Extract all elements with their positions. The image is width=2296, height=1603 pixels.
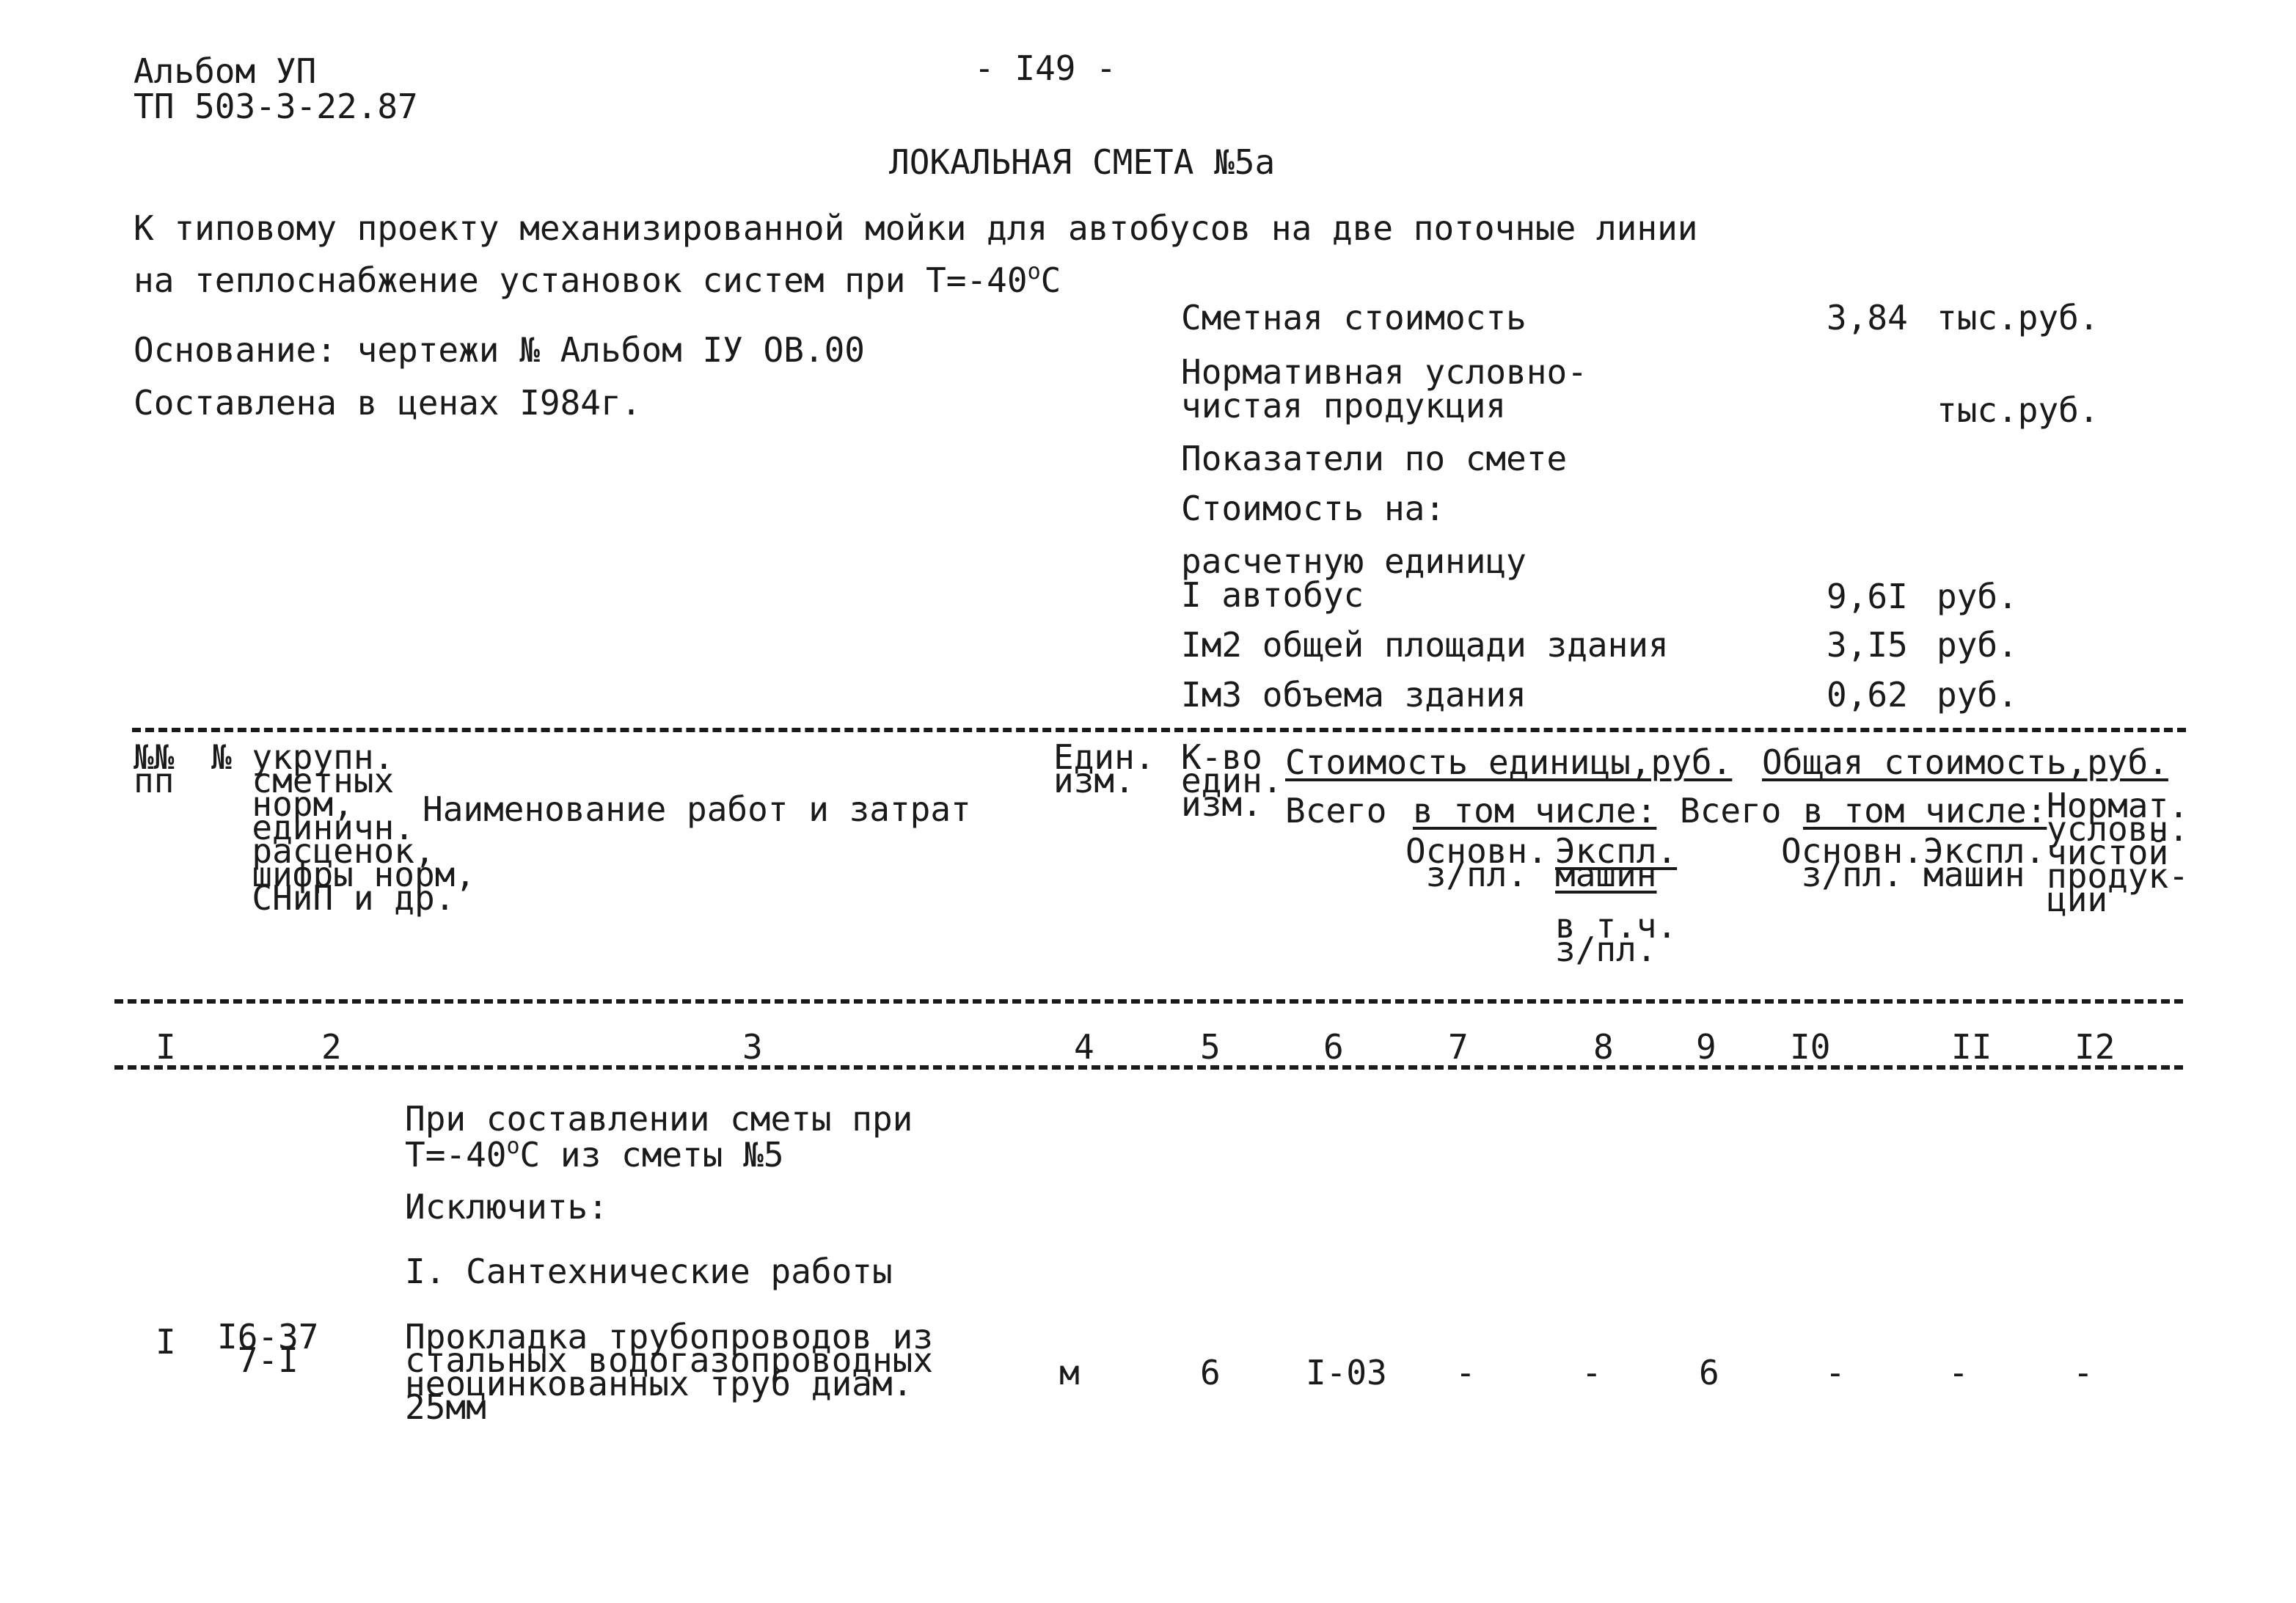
header-total-cost: Общая стоимость,руб.	[1762, 742, 2168, 782]
intro-note-temp: Т=-40	[405, 1135, 507, 1175]
column-number-7: 7	[1448, 1027, 1469, 1067]
project-code: ТП 503-3-22.87	[134, 87, 418, 126]
volume-label: Iм3 объема здания	[1181, 675, 1527, 715]
header-col-2: № укрупн. сметных норм, единичн. расценок, шифры норм, СНиП и др.	[211, 737, 476, 918]
column-number-2: 2	[321, 1027, 342, 1067]
area-unit: руб.	[1937, 625, 2018, 665]
row-norm-product: -	[2073, 1353, 2094, 1392]
column-number-6: 6	[1323, 1027, 1344, 1067]
header-col-5: К-во един. изм.	[1181, 737, 1283, 824]
row-unit-machine: -	[1582, 1353, 1602, 1392]
header-col-1: №№ пп	[134, 737, 175, 800]
header-col-11: Экспл. машин	[1923, 831, 2046, 894]
header-unit-cost: Стоимость единицы,руб.	[1285, 742, 1733, 782]
intro-note-source: С из сметы №5	[519, 1135, 784, 1175]
column-number-4: 4	[1074, 1027, 1094, 1067]
column-numbers-rule	[114, 1065, 2183, 1070]
row-code: I6-37 7-I	[217, 1317, 319, 1380]
header-col-4: Един. изм.	[1053, 737, 1155, 800]
header-col-12: Нормат. условн. чистой продук- ции	[2047, 786, 2189, 919]
header-col-10: Основн. з/пл.	[1781, 831, 1923, 894]
norm-product-label-2: чистая продукция	[1181, 386, 1507, 426]
norm-product-unit: тыс.руб.	[1937, 390, 2099, 430]
intro-line-2-text: на теплоснабжение установок систем при Т=-40	[134, 260, 1028, 300]
header-col-6: Всего	[1285, 791, 1387, 830]
column-number-5: 5	[1200, 1027, 1221, 1067]
intro-note-line-2	[405, 1133, 784, 1175]
row-unit: м	[1059, 1353, 1080, 1392]
header-col-7: Основн. з/пл.	[1405, 831, 1548, 894]
basis-line: Основание: чертежи № Альбом IУ ОВ.00	[134, 330, 865, 370]
column-number-11: II	[1951, 1027, 1992, 1067]
intro-note-line-1: При составлении сметы при	[405, 1099, 913, 1139]
section-title: I. Сантехнические работы	[405, 1252, 893, 1291]
bus-unit: руб.	[1937, 577, 2018, 616]
header-col-3: Наименование работ и затрат	[423, 789, 971, 829]
header-including-1: в том числе:	[1413, 791, 1657, 830]
header-including-2: в том числе:	[1803, 791, 2047, 830]
volume-value: 0,62	[1827, 675, 1908, 715]
row-quantity: 6	[1200, 1353, 1221, 1392]
column-number-8: 8	[1593, 1027, 1614, 1067]
intro-line-2-unit: С	[1040, 260, 1061, 300]
volume-unit: руб.	[1937, 675, 2018, 715]
prices-line: Составлена в ценах I984г.	[134, 383, 642, 423]
norm-product-label-1: Нормативная условно-	[1181, 352, 1587, 392]
bus-label: I автобус	[1181, 575, 1364, 615]
page-number: - I49 -	[974, 48, 1116, 88]
exclude-label: Исключить:	[405, 1187, 608, 1227]
estimate-cost-unit: тыс.руб.	[1937, 298, 2099, 337]
row-unit-total: I-03	[1306, 1353, 1387, 1392]
header-bottom-rule	[114, 999, 2183, 1004]
estimate-cost-label: Сметная стоимость	[1181, 298, 1527, 337]
intro-note-degree: o	[506, 1133, 520, 1159]
header-col-8-a: Экспл. машин	[1555, 831, 1678, 894]
column-number-1: I	[156, 1027, 176, 1067]
intro-line-1: К типовому проекту механизированной мойки для автобусов на две поточные линии	[134, 208, 1698, 248]
intro-line-2	[134, 259, 1061, 300]
album-label: Альбом УП	[134, 51, 317, 91]
row-unit-wage: -	[1455, 1353, 1476, 1392]
cost-per-label: Стоимость на:	[1181, 489, 1446, 528]
row-total-wage: -	[1825, 1353, 1846, 1392]
row-name: Прокладка трубопроводов из стальных водогазопроводных неоцинкованных труб диам. 25мм	[405, 1317, 934, 1427]
area-label: Iм2 общей площади здания	[1181, 625, 1669, 665]
column-number-3: 3	[742, 1027, 763, 1067]
row-number: I	[156, 1322, 176, 1362]
header-col-9: Всего	[1680, 791, 1782, 830]
degree-mark: o	[1027, 259, 1041, 285]
calc-unit-label: расчетную единицу	[1181, 541, 1527, 581]
header-col-8-b: в т.ч. з/пл.	[1555, 906, 1678, 969]
row-total-machine: -	[1948, 1353, 1969, 1392]
column-number-10: I0	[1790, 1027, 1831, 1067]
column-number-9: 9	[1696, 1027, 1716, 1067]
area-value: 3,I5	[1827, 625, 1908, 665]
column-number-12: I2	[2074, 1027, 2116, 1067]
row-total: 6	[1699, 1353, 1719, 1392]
page-title: ЛОКАЛЬНАЯ СМЕТА №5а	[889, 142, 1276, 182]
bus-value: 9,6I	[1827, 577, 1908, 616]
table-top-rule	[132, 728, 2186, 732]
estimate-cost-value: 3,84	[1827, 298, 1908, 337]
indicators-label: Показатели по смете	[1181, 439, 1568, 478]
